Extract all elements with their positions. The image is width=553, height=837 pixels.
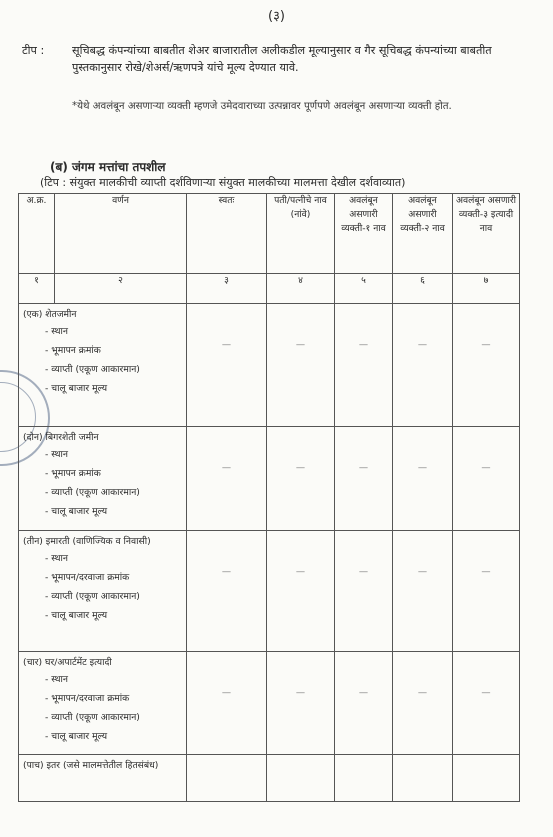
column-number: ५	[335, 274, 393, 304]
value-cell: —	[453, 304, 520, 427]
row-item: - चालू बाजार मूल्य	[45, 383, 108, 394]
value-cell: —	[267, 652, 335, 755]
value-cell: —	[187, 427, 267, 531]
header-cell: अवलंबून असणारी व्यक्ती-१ नाव	[335, 194, 393, 274]
row-item: - भूमापन क्रमांक	[45, 468, 101, 479]
row-description	[19, 531, 187, 652]
value-cell: —	[453, 531, 520, 652]
column-number: ४	[267, 274, 335, 304]
column-number: ३	[187, 274, 267, 304]
value-cell	[453, 755, 520, 802]
table-header-row	[19, 194, 520, 274]
column-number: ६	[393, 274, 453, 304]
row-item: - व्याप्ती (एकूण आकारमान)	[45, 712, 140, 723]
value-cell: —	[267, 427, 335, 531]
row-item: - भूमापन क्रमांक	[45, 345, 101, 356]
table-row	[19, 531, 520, 652]
row-title: (चार) घर/अपार्टमेंट इत्यादी	[23, 657, 112, 668]
row-item: - स्थान	[45, 449, 68, 460]
table-row	[19, 755, 520, 802]
value-cell	[393, 755, 453, 802]
value-cell: —	[187, 652, 267, 755]
value-cell: —	[187, 531, 267, 652]
value-cell: —	[393, 304, 453, 427]
row-description	[19, 304, 187, 427]
value-cell: —	[267, 304, 335, 427]
note-text: सूचिबद्ध कंपन्यांच्या बाबतीत शेअर बाजारातील अलीकडील मूल्यानुसार व गैर सूचिबद्ध कंपन्यांच्या बाबतीत पुस्तकानुसार रोखे/शेअर्स/ऋणपत्रे यांचे मूल्य देण्यात यावे.	[72, 44, 492, 74]
value-cell: —	[335, 652, 393, 755]
row-item: - भूमापन/दरवाजा क्रमांक	[45, 572, 130, 583]
row-item: - व्याप्ती (एकूण आकारमान)	[45, 364, 140, 375]
page-number: (३)	[268, 9, 285, 24]
row-description	[19, 755, 187, 802]
column-number-row	[19, 274, 520, 304]
row-item: - स्थान	[45, 326, 68, 337]
row-item: - व्याप्ती (एकूण आकारमान)	[45, 487, 140, 498]
section-tip: (टिप : संयुक्त मालकीची व्याप्ती दर्शविणाऱ्या संयुक्त मालकीच्या मालमत्ता देखील दर्शवाव्यात)	[40, 176, 406, 189]
value-cell: —	[335, 427, 393, 531]
row-title: (दोन) बिगरशेती जमीन	[23, 432, 99, 443]
value-cell: —	[267, 531, 335, 652]
note-footnote: *येथे अवलंबून असणाऱ्या व्यक्ती म्हणजे उमेदवाराच्या उत्पन्नावर पूर्णपणे अवलंबून असणाऱ्या व्यक्ती होत.	[72, 101, 452, 112]
header-cell: अ.क्र.	[19, 194, 55, 274]
row-item: - चालू बाजार मूल्य	[45, 731, 108, 742]
row-title: (पाच) इतर (जसे मालमत्तेतील हितसंबंध)	[23, 760, 159, 771]
value-cell	[335, 755, 393, 802]
value-cell: —	[393, 652, 453, 755]
note-label: टीप :	[22, 44, 45, 57]
section-title: (ब) जंगम मत्तांचा तपशील	[50, 160, 166, 174]
row-description	[19, 427, 187, 531]
column-number: १	[19, 274, 55, 304]
value-cell: —	[453, 652, 520, 755]
header-cell: अवलंबून असणारी व्यक्ती-२ नाव	[393, 194, 453, 274]
value-cell	[267, 755, 335, 802]
header-cell: स्वतः	[187, 194, 267, 274]
row-item: - स्थान	[45, 553, 68, 564]
value-cell: —	[453, 427, 520, 531]
header-cell: अवलंबून असणारी व्यक्ती-३ इत्यादी नाव	[453, 194, 520, 274]
value-cell: —	[335, 531, 393, 652]
row-description	[19, 652, 187, 755]
table-row	[19, 304, 520, 427]
row-item: - भूमापन/दरवाजा क्रमांक	[45, 693, 130, 704]
value-cell	[187, 755, 267, 802]
header-cell: पती/पत्नीचे नाव (नांवे)	[267, 194, 335, 274]
row-item: - व्याप्ती (एकूण आकारमान)	[45, 591, 140, 602]
value-cell: —	[393, 427, 453, 531]
column-number: ७	[453, 274, 520, 304]
row-item: - स्थान	[45, 674, 68, 685]
column-number: २	[55, 274, 187, 304]
movable-assets-table	[18, 193, 520, 802]
row-title: (तीन) इमारती (वाणिज्यिक व निवासी)	[23, 536, 151, 547]
table-row	[19, 427, 520, 531]
table-row	[19, 652, 520, 755]
row-item: - चालू बाजार मूल्य	[45, 506, 108, 517]
row-title: (एक) शेतजमीन	[23, 309, 77, 320]
value-cell: —	[335, 304, 393, 427]
value-cell: —	[187, 304, 267, 427]
row-item: - चालू बाजार मूल्य	[45, 610, 108, 621]
value-cell: —	[393, 531, 453, 652]
header-cell: वर्णन	[55, 194, 187, 274]
